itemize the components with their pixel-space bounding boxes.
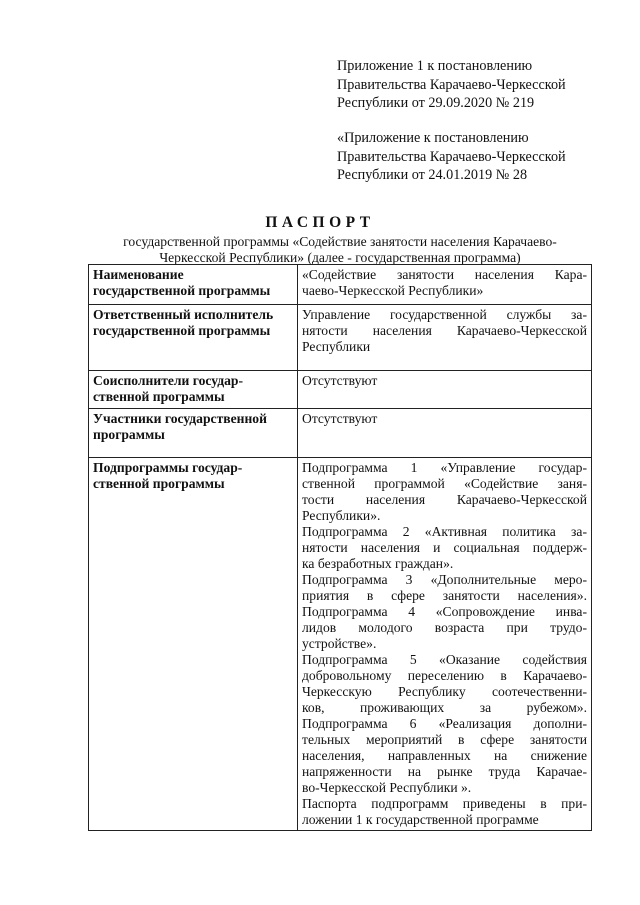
subprogram-line: тости населения Карачаево-Черкесской — [302, 492, 587, 507]
subprogram-line: устройстве». — [302, 636, 377, 651]
row-value — [298, 371, 592, 409]
subprogram-line: ственной программой «Содействие заня- — [302, 476, 587, 491]
subprogram-line: населения, направленных на снижение — [302, 748, 587, 763]
subprogram-line: Паспорта подпрограмм приведены в при- — [302, 796, 587, 811]
subprogram-2 — [302, 524, 587, 572]
subprogram-6 — [302, 716, 587, 796]
subprogram-line: тельных мероприятий в сфере занятости — [302, 732, 587, 747]
subprogram-line: Республики». — [302, 508, 381, 523]
table-row — [89, 265, 592, 305]
label-line: Подпрограммы государ- — [93, 460, 243, 475]
table-row — [89, 371, 592, 409]
row-label — [89, 305, 298, 371]
subprogram-line: нятости населения и социальная поддерж- — [302, 540, 587, 555]
label-line: государственной программы — [93, 323, 271, 338]
appendix-original-line: Правительства Карачаево-Черкесской — [337, 148, 566, 165]
row-label — [89, 458, 298, 831]
label-line: ственной программы — [93, 476, 225, 491]
appendix-original-reference — [337, 129, 627, 185]
subprogram-3 — [302, 572, 587, 604]
subprogram-line: приятия в сфере занятости населения». — [302, 588, 587, 603]
subprogram-4 — [302, 604, 587, 652]
appendix-current-line: Приложение 1 к постановлению — [337, 58, 533, 74]
appendix-current-line: Правительства Карачаево-Черкесской — [337, 76, 566, 93]
value-line: нятости населения Карачаево-Черкесской — [302, 323, 587, 338]
row-label — [89, 371, 298, 409]
document-title: ПАСПОРТ — [265, 214, 375, 231]
passport-table — [88, 264, 592, 831]
table-row — [89, 458, 592, 831]
value-line: чаево-Черкесской Республики» — [302, 283, 484, 298]
subprogram-line: напряженности на рынке труда Карачае- — [302, 764, 587, 779]
subtitle-line: государственной программы «Содействие занятости населения Карачаево- — [123, 234, 557, 249]
row-label — [89, 409, 298, 458]
row-value — [298, 305, 592, 371]
label-line: Наименование — [93, 267, 184, 282]
table-row — [89, 409, 592, 458]
appendix-current-reference — [337, 57, 627, 113]
subprogram-line: Подпрограмма 6 «Реализация дополни- — [302, 716, 587, 731]
label-line: Ответственный исполнитель — [93, 307, 274, 322]
subprogram-line: Подпрограмма 1 «Управление государ- — [302, 460, 587, 475]
row-label — [89, 265, 298, 305]
subprogram-line: лидов молодого возраста при трудо- — [302, 620, 587, 635]
appendix-original-line: «Приложение к постановлению — [337, 130, 529, 146]
subprogram-line: Подпрограмма 2 «Активная политика за- — [302, 524, 587, 539]
subprogram-line: Подпрограмма 5 «Оказание содействия — [302, 652, 587, 667]
subprogram-line: во-Черкесской Республики ». — [302, 780, 472, 795]
label-line: Участники государственной — [93, 411, 267, 426]
subtitle-line: Черкесской Республики» (далее - государственная программа) — [159, 250, 521, 265]
label-line: Соисполнители государ- — [93, 373, 243, 388]
table-row — [89, 305, 592, 371]
subprogram-line: ка безработных граждан». — [302, 556, 454, 571]
subprogram-line: Черкесскую Республику соотечественни- — [302, 684, 587, 699]
document-subtitle — [88, 234, 592, 266]
subprograms-list — [298, 458, 592, 831]
label-line: программы — [93, 427, 165, 442]
subprogram-line: ложении 1 к государственной программе — [302, 812, 539, 827]
value-line: Управление государственной службы за- — [302, 307, 587, 322]
label-line: ственной программы — [93, 389, 225, 404]
value-line: Отсутствуют — [302, 411, 378, 426]
row-value — [298, 265, 592, 305]
subprogram-line: Подпрограмма 4 «Сопровождение инва- — [302, 604, 587, 619]
value-line: «Содействие занятости населения Кара- — [302, 267, 587, 282]
label-line: государственной программы — [93, 283, 271, 298]
subprogram-passports-note — [302, 796, 587, 828]
subprogram-1 — [302, 460, 587, 524]
appendix-current-line: Республики от 29.09.2020 № 219 — [337, 95, 535, 111]
value-line: Отсутствуют — [302, 373, 378, 388]
appendix-original-line: Республики от 24.01.2019 № 28 — [337, 167, 528, 183]
subprogram-line: ков, проживающих за рубежом». — [302, 700, 587, 715]
subprogram-5 — [302, 652, 587, 716]
row-value — [298, 409, 592, 458]
value-line: Республики — [302, 339, 371, 354]
subprogram-line: Подпрограмма 3 «Дополнительные меро- — [302, 572, 587, 587]
subprogram-line: добровольному переселению в Карачаево- — [302, 668, 587, 683]
